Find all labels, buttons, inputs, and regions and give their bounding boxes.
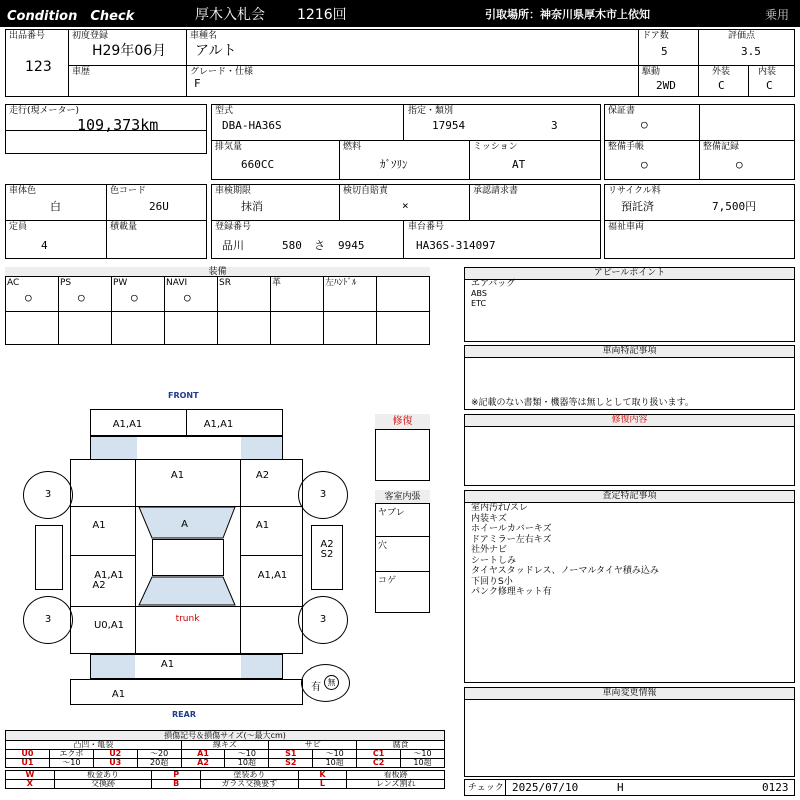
mark-quarter-left: U0,A1: [93, 620, 125, 631]
body-color-value: 白: [50, 200, 61, 213]
capacity-value: 4: [41, 239, 48, 252]
warranty-value: ○: [641, 118, 648, 131]
lot-label: 出品番号: [9, 31, 46, 41]
legend-code: U3: [93, 759, 137, 768]
chassis-value: HA36S-314097: [416, 239, 496, 252]
mark-roof: A: [181, 519, 188, 530]
drive-value: 2WD: [656, 79, 676, 92]
assessment-item: パンク修理キット有: [471, 587, 552, 597]
liability-value: ×: [402, 199, 409, 212]
mark-door-rear-left: A1,A1: [94, 570, 124, 581]
displacement-value: 660CC: [241, 158, 275, 171]
inspection-label: 車検期限: [215, 186, 252, 196]
legend-desc: 塗装あり: [201, 771, 299, 780]
assessment-item: タイヤスタッドレス、ノーマルタイヤ積み込み: [471, 566, 659, 576]
grade-value: F: [194, 77, 201, 90]
assessment-item: 社外ナビ: [471, 545, 508, 555]
legend-desc: 10超: [225, 759, 269, 768]
mission-value: AT: [512, 158, 526, 171]
score-value: 3.5: [741, 45, 761, 58]
inspection-value: 抹消: [241, 200, 263, 213]
designation-label: 指定・類別: [408, 106, 454, 116]
legend-code: C1: [357, 750, 401, 759]
record-value: ○: [736, 158, 743, 171]
legend-desc: エクボ: [49, 750, 93, 759]
legend-code: P: [152, 771, 201, 780]
chassis-label: 車台番号: [408, 222, 445, 232]
legend-code: U2: [93, 750, 137, 759]
spare-none-icon: 無: [324, 675, 339, 690]
mark-door-rear-left-2: A2: [92, 580, 106, 591]
check-code: H: [617, 781, 624, 794]
plate-class: 580: [282, 239, 302, 252]
special-panel: [464, 345, 795, 410]
legend-code: A2: [181, 759, 225, 768]
legend-desc: 交換跡: [54, 780, 152, 789]
equipment-label: PS: [60, 278, 72, 288]
legend-group: 凸凹・亀裂: [6, 741, 182, 750]
legend-code: C2: [357, 759, 401, 768]
assessment-title: 査定特記事項: [465, 491, 794, 503]
room-item: ヤブレ: [378, 508, 405, 518]
tire-front-right: 3: [298, 471, 348, 519]
assessment-item: シートしみ: [471, 555, 517, 566]
color-code-label: 色コード: [110, 186, 147, 196]
equipment-title: 装備: [5, 267, 430, 277]
mark-front-fender-right: A2: [255, 470, 270, 481]
assessment-item: 室内汚れ/スレ: [471, 503, 529, 513]
change-panel: [464, 687, 795, 777]
doors-label: ドア数: [642, 31, 669, 41]
legend-code: X: [6, 780, 55, 789]
model-value: DBA-HA36S: [222, 119, 282, 132]
mission-label: ミッション: [473, 142, 518, 152]
legend-code: S1: [269, 750, 313, 759]
category: 乗用: [765, 8, 790, 22]
room-lining-label: 客室内張: [375, 490, 430, 504]
fuel-value: ｶﾞｿﾘﾝ: [380, 158, 408, 171]
assessment-item: 下回りS小: [471, 576, 513, 587]
equipment-value: ○: [184, 291, 191, 304]
first-reg-label: 初度登録: [72, 31, 109, 41]
legend: [5, 730, 445, 789]
car-name-value: アルト: [195, 43, 237, 59]
plate-number: 9945: [338, 239, 365, 252]
equipment-label: PW: [113, 278, 128, 288]
front-label: FRONT: [168, 391, 199, 400]
auction-round: 1216回: [297, 7, 347, 23]
equipment-label: NAVI: [166, 278, 188, 288]
approval-label: 承認請求書: [473, 186, 519, 196]
legend-desc: 板金あり: [54, 771, 152, 780]
recycle-status: 預託済: [621, 200, 654, 213]
recycle-fee: 7,500円: [712, 200, 757, 213]
assessment-item: ホイールカバーキズ: [471, 524, 552, 534]
legend-title: 損傷記号＆損傷サイズ(～最大cm): [5, 730, 445, 740]
legend-desc: ～20: [137, 750, 181, 759]
pickup-location: 引取場所：神奈川県厚木市上依知: [485, 8, 650, 21]
displacement-label: 排気量: [215, 142, 243, 152]
brand-title: Condition Check: [7, 9, 135, 24]
tire-front-left: 3: [23, 471, 73, 519]
mileage-value: 109,373km: [77, 116, 159, 134]
appeal-panel: [464, 267, 795, 342]
equipment-label: 左ﾊﾝﾄﾞﾙ: [325, 278, 357, 288]
mark-rear-bumper-lower: A1: [111, 689, 126, 700]
legend-code: K: [298, 771, 347, 780]
room-item: コゲ: [378, 576, 397, 586]
repair-detail-title: 修復内容: [465, 415, 794, 427]
first-reg-value: H29年06月: [92, 43, 167, 59]
score-label: 評価点: [728, 31, 756, 41]
assessment-item: 内装キズ: [471, 513, 507, 524]
grade-label: グレード・仕様: [190, 67, 254, 77]
legend-code: U0: [6, 750, 50, 759]
trunk-label: trunk: [175, 614, 200, 624]
appeal-title: アピールポイント: [465, 268, 794, 280]
special-title: 車両特記事項: [465, 346, 794, 358]
appeal-item: エアバッグ: [471, 279, 516, 289]
mark-rear-bumper: A1: [160, 659, 175, 670]
plate-kana: さ: [314, 239, 325, 252]
repair-detail-panel: [464, 414, 795, 486]
legend-desc: 10超: [313, 759, 357, 768]
fuel-label: 燃料: [343, 142, 362, 152]
row1-box: [5, 29, 795, 97]
legend-desc: 10超: [401, 759, 445, 768]
equipment-label: SR: [219, 278, 231, 288]
auction-name: 厚木入札会: [195, 7, 265, 23]
change-title: 車両変更情報: [465, 688, 794, 700]
legend-desc: ガラス交換要す: [201, 780, 299, 789]
equipment-value: ○: [25, 291, 32, 304]
legend-group: 線キズ: [181, 741, 269, 750]
designation-value: 17954: [432, 119, 466, 132]
legend-code: U1: [6, 759, 50, 768]
legend-desc: ～10: [313, 750, 357, 759]
registration-box: [211, 184, 601, 259]
history-label: 車歴: [72, 67, 91, 77]
doors-value: 5: [661, 45, 668, 58]
lot-number: 123: [25, 59, 52, 75]
mark-side-right: A2: [320, 539, 334, 550]
special-note: ※記載のない書類・機器等は無しとして取り扱います。: [471, 398, 694, 408]
mark-hood: A1: [170, 470, 185, 481]
category-no-value: 3: [551, 119, 558, 132]
legend-group: 腐食: [357, 741, 445, 750]
capacity-label: 定員: [9, 222, 28, 232]
legend-group: サビ: [269, 741, 357, 750]
liability-label: 検切自賠責: [343, 186, 389, 196]
legend-desc: 看板跡: [347, 771, 445, 780]
legend-desc: ～10: [49, 759, 93, 768]
drive-label: 駆動: [642, 67, 661, 77]
left-side-panel: [35, 525, 63, 590]
exterior-label: 外装: [712, 67, 731, 77]
appeal-item: ABS: [471, 289, 487, 298]
spare-label: 有: [311, 682, 321, 693]
check-number: 0123: [762, 781, 789, 794]
manual-label: 整備手帳: [608, 142, 645, 152]
manual-value: ○: [641, 158, 648, 171]
legend-code: S2: [269, 759, 313, 768]
legend-desc: レンズ割れ: [347, 780, 445, 789]
room-item: 穴: [378, 541, 388, 551]
body-color-label: 車体色: [9, 186, 37, 196]
tire-rear-left: 3: [23, 596, 73, 644]
repair-label: 修復: [375, 414, 430, 430]
plate-label: 登録番号: [215, 222, 252, 232]
exterior-value: C: [718, 79, 725, 92]
color-code-value: 26U: [149, 200, 169, 213]
plate-area: 品川: [222, 239, 244, 252]
load-label: 積載量: [110, 222, 138, 232]
mark-door-front-right: A1: [255, 520, 270, 531]
legend-desc: ～10: [401, 750, 445, 759]
mileage-label: 走行(現メーター): [9, 106, 80, 116]
assessment-panel: [464, 490, 795, 683]
mark-door-front-left: A1: [92, 520, 106, 531]
legend-desc: 20超: [137, 759, 181, 768]
legend-code: B: [152, 780, 201, 789]
car-name-label: 車種名: [190, 31, 218, 41]
equipment-value: ○: [131, 291, 138, 304]
check-label: チェック: [468, 783, 504, 793]
equipment-value: ○: [78, 291, 85, 304]
equipment-label: 革: [272, 278, 282, 288]
mark-front-left: A1,A1: [112, 419, 143, 430]
mark-front-right: A1,A1: [203, 419, 234, 430]
mark-door-rear-right: A1,A1: [257, 570, 288, 581]
appeal-item: ETC: [471, 299, 487, 308]
equipment-label: AC: [7, 278, 20, 288]
legend-code: A1: [181, 750, 225, 759]
mark-side-right-2: S2: [320, 549, 334, 560]
rear-label: REAR: [172, 710, 196, 719]
legend-desc: ～10: [225, 750, 269, 759]
interior-value: C: [766, 79, 773, 92]
recycle-label: リサイクル料: [608, 186, 661, 196]
check-date: 2025/07/10: [512, 781, 579, 794]
welfare-label: 福祉車両: [608, 222, 645, 232]
legend-code: L: [298, 780, 347, 789]
assessment-item: ドアミラー左右キズ: [471, 534, 552, 545]
warranty-label: 保証書: [608, 106, 636, 116]
interior-label: 内装: [758, 67, 777, 77]
legend-code: W: [6, 771, 55, 780]
record-label: 整備記録: [703, 142, 740, 152]
tire-rear-right: 3: [298, 596, 348, 644]
model-label: 型式: [215, 106, 234, 116]
